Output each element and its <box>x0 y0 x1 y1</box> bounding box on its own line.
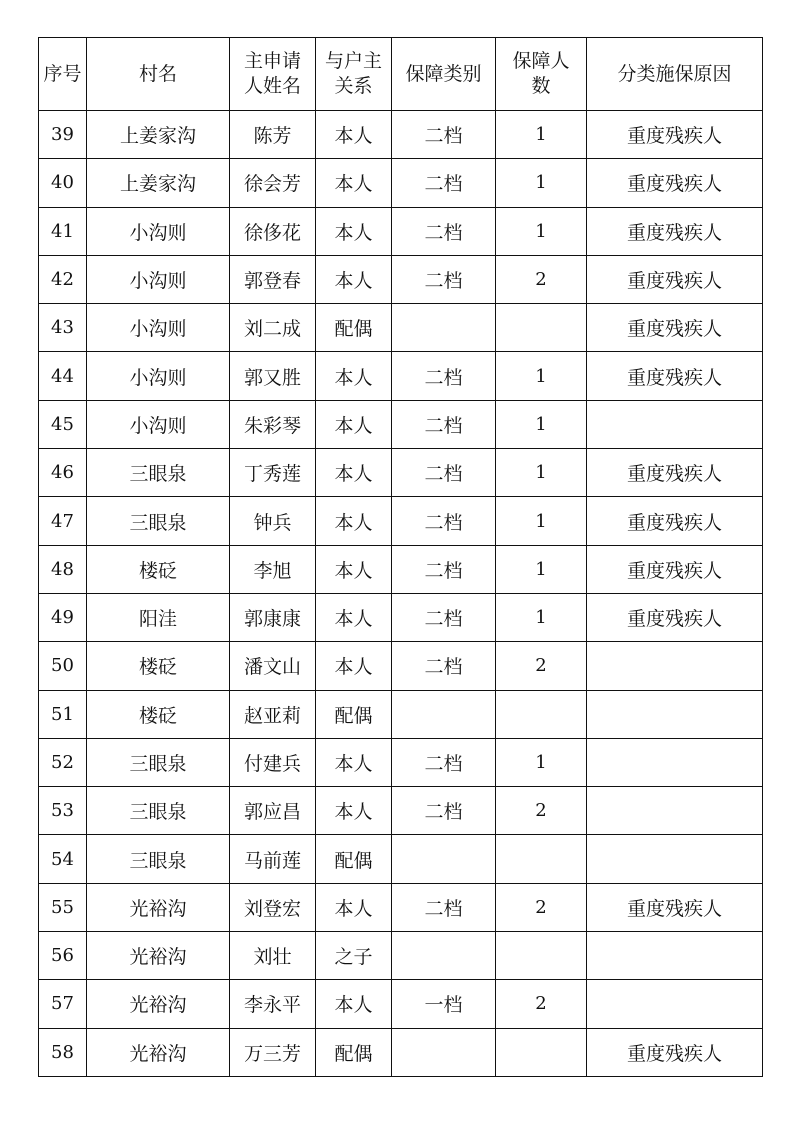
cell-applicant-name: 郭登春 <box>230 255 316 303</box>
cell-type: 二档 <box>392 642 496 690</box>
cell-relation: 本人 <box>316 400 392 448</box>
cell-no: 53 <box>39 787 87 835</box>
cell-reason: 重度残疾人 <box>587 449 763 497</box>
cell-relation: 本人 <box>316 642 392 690</box>
cell-applicant-name: 钟兵 <box>230 497 316 545</box>
table-row <box>39 304 763 352</box>
cell-no: 47 <box>39 497 87 545</box>
cell-relation: 配偶 <box>316 304 392 352</box>
cell-reason <box>587 835 763 883</box>
cell-no: 44 <box>39 352 87 400</box>
cell-no: 56 <box>39 932 87 980</box>
cell-reason <box>587 932 763 980</box>
cell-reason: 重度残疾人 <box>587 593 763 641</box>
cell-reason: 重度残疾人 <box>587 159 763 207</box>
cell-reason: 重度残疾人 <box>587 497 763 545</box>
cell-type: 二档 <box>392 111 496 159</box>
cell-reason: 重度残疾人 <box>587 111 763 159</box>
cell-applicant-name: 陈芳 <box>230 111 316 159</box>
cell-village: 楼砭 <box>87 545 230 593</box>
table-row <box>39 545 763 593</box>
cell-count: 2 <box>496 642 587 690</box>
cell-village: 光裕沟 <box>87 1028 230 1076</box>
cell-applicant-name: 徐侈花 <box>230 207 316 255</box>
cell-no: 50 <box>39 642 87 690</box>
cell-no: 41 <box>39 207 87 255</box>
cell-relation: 本人 <box>316 883 392 931</box>
cell-type: 二档 <box>392 787 496 835</box>
header-applicant <box>230 38 316 111</box>
cell-relation: 本人 <box>316 545 392 593</box>
cell-applicant-name: 赵亚莉 <box>230 690 316 738</box>
header-relation-line-2: 关系 <box>334 75 373 97</box>
cell-type <box>392 304 496 352</box>
cell-count: 1 <box>496 111 587 159</box>
table-row <box>39 1028 763 1076</box>
cell-applicant-name: 付建兵 <box>230 738 316 786</box>
cell-type: 二档 <box>392 159 496 207</box>
cell-applicant-name: 郭又胜 <box>230 352 316 400</box>
cell-applicant-name: 李旭 <box>230 545 316 593</box>
cell-count: 2 <box>496 255 587 303</box>
table-row <box>39 980 763 1028</box>
cell-applicant-name: 刘壮 <box>230 932 316 980</box>
cell-count: 1 <box>496 159 587 207</box>
table-row <box>39 593 763 641</box>
cell-type <box>392 835 496 883</box>
cell-count: 2 <box>496 980 587 1028</box>
cell-type <box>392 690 496 738</box>
cell-village: 上姜家沟 <box>87 159 230 207</box>
cell-no: 49 <box>39 593 87 641</box>
cell-no: 43 <box>39 304 87 352</box>
cell-type: 二档 <box>392 497 496 545</box>
cell-type <box>392 932 496 980</box>
cell-village: 光裕沟 <box>87 883 230 931</box>
cell-count: 2 <box>496 883 587 931</box>
cell-count: 1 <box>496 400 587 448</box>
cell-no: 40 <box>39 159 87 207</box>
cell-village: 三眼泉 <box>87 787 230 835</box>
table-row <box>39 111 763 159</box>
cell-village: 光裕沟 <box>87 980 230 1028</box>
cell-type: 二档 <box>392 255 496 303</box>
cell-no: 42 <box>39 255 87 303</box>
cell-no: 57 <box>39 980 87 1028</box>
cell-relation: 配偶 <box>316 835 392 883</box>
cell-no: 54 <box>39 835 87 883</box>
header-count-line-1: 保障人 <box>512 50 570 72</box>
cell-relation: 本人 <box>316 352 392 400</box>
cell-village: 三眼泉 <box>87 835 230 883</box>
cell-type: 二档 <box>392 449 496 497</box>
header-applicant-line-2: 人姓名 <box>243 75 301 97</box>
cell-count: 1 <box>496 738 587 786</box>
table-row <box>39 352 763 400</box>
cell-type: 二档 <box>392 738 496 786</box>
cell-village: 小沟则 <box>87 207 230 255</box>
cell-applicant-name: 万三芳 <box>230 1028 316 1076</box>
cell-type: 二档 <box>392 207 496 255</box>
cell-reason: 重度残疾人 <box>587 883 763 931</box>
cell-reason: 重度残疾人 <box>587 545 763 593</box>
cell-applicant-name: 丁秀莲 <box>230 449 316 497</box>
table-row <box>39 400 763 448</box>
cell-village: 三眼泉 <box>87 738 230 786</box>
cell-village: 小沟则 <box>87 255 230 303</box>
table-row <box>39 159 763 207</box>
table-body <box>39 111 763 1077</box>
cell-no: 39 <box>39 111 87 159</box>
cell-count: 1 <box>496 545 587 593</box>
cell-count: 1 <box>496 593 587 641</box>
cell-count <box>496 304 587 352</box>
cell-no: 46 <box>39 449 87 497</box>
cell-applicant-name: 马前莲 <box>230 835 316 883</box>
cell-count: 1 <box>496 497 587 545</box>
cell-no: 48 <box>39 545 87 593</box>
cell-relation: 本人 <box>316 449 392 497</box>
cell-applicant-name: 郭康康 <box>230 593 316 641</box>
cell-relation: 本人 <box>316 497 392 545</box>
cell-count <box>496 835 587 883</box>
cell-reason: 重度残疾人 <box>587 352 763 400</box>
cell-no: 45 <box>39 400 87 448</box>
cell-no: 58 <box>39 1028 87 1076</box>
header-applicant-line-1: 主申请 <box>243 50 301 72</box>
cell-relation: 本人 <box>316 159 392 207</box>
cell-count <box>496 690 587 738</box>
cell-applicant-name: 潘文山 <box>230 642 316 690</box>
header-relation <box>316 38 392 111</box>
cell-applicant-name: 郭应昌 <box>230 787 316 835</box>
table-row <box>39 255 763 303</box>
cell-count: 1 <box>496 449 587 497</box>
cell-applicant-name: 刘登宏 <box>230 883 316 931</box>
cell-type: 一档 <box>392 980 496 1028</box>
table-row <box>39 690 763 738</box>
cell-type: 二档 <box>392 883 496 931</box>
table-row <box>39 207 763 255</box>
cell-village: 小沟则 <box>87 352 230 400</box>
cell-count: 1 <box>496 207 587 255</box>
cell-relation: 本人 <box>316 207 392 255</box>
cell-village: 小沟则 <box>87 304 230 352</box>
cell-reason: 重度残疾人 <box>587 255 763 303</box>
cell-relation: 配偶 <box>316 1028 392 1076</box>
cell-no: 55 <box>39 883 87 931</box>
cell-count <box>496 1028 587 1076</box>
header-relation-line-1: 与户主 <box>324 50 382 72</box>
cell-applicant-name: 李永平 <box>230 980 316 1028</box>
cell-village: 三眼泉 <box>87 497 230 545</box>
cell-village: 上姜家沟 <box>87 111 230 159</box>
cell-applicant-name: 朱彩琴 <box>230 400 316 448</box>
cell-reason: 重度残疾人 <box>587 1028 763 1076</box>
cell-village: 光裕沟 <box>87 932 230 980</box>
cell-relation: 本人 <box>316 980 392 1028</box>
cell-type: 二档 <box>392 352 496 400</box>
cell-count: 2 <box>496 787 587 835</box>
cell-applicant-name: 徐会芳 <box>230 159 316 207</box>
header-row <box>39 38 763 111</box>
cell-reason <box>587 787 763 835</box>
table-row <box>39 642 763 690</box>
table-row <box>39 835 763 883</box>
header-count <box>496 38 587 111</box>
beneficiary-table <box>38 37 763 1077</box>
header-no: 序号 <box>39 38 87 111</box>
cell-reason: 重度残疾人 <box>587 304 763 352</box>
header-reason: 分类施保原因 <box>587 38 763 111</box>
header-count-line-2: 数 <box>531 75 551 97</box>
cell-type: 二档 <box>392 593 496 641</box>
cell-type <box>392 1028 496 1076</box>
cell-village: 楼砭 <box>87 690 230 738</box>
cell-type: 二档 <box>392 400 496 448</box>
cell-relation: 本人 <box>316 593 392 641</box>
cell-relation: 本人 <box>316 255 392 303</box>
table-row <box>39 932 763 980</box>
cell-reason: 重度残疾人 <box>587 207 763 255</box>
header-village: 村名 <box>87 38 230 111</box>
cell-reason <box>587 642 763 690</box>
cell-reason <box>587 400 763 448</box>
cell-relation: 配偶 <box>316 690 392 738</box>
cell-reason <box>587 738 763 786</box>
table-row <box>39 787 763 835</box>
cell-type: 二档 <box>392 545 496 593</box>
table-row <box>39 883 763 931</box>
header-type: 保障类别 <box>392 38 496 111</box>
cell-reason <box>587 690 763 738</box>
cell-no: 52 <box>39 738 87 786</box>
cell-relation: 本人 <box>316 111 392 159</box>
cell-count <box>496 932 587 980</box>
cell-relation: 之子 <box>316 932 392 980</box>
cell-village: 楼砭 <box>87 642 230 690</box>
cell-village: 小沟则 <box>87 400 230 448</box>
cell-relation: 本人 <box>316 738 392 786</box>
table-row <box>39 497 763 545</box>
table-row <box>39 738 763 786</box>
cell-no: 51 <box>39 690 87 738</box>
cell-village: 阳洼 <box>87 593 230 641</box>
cell-reason <box>587 980 763 1028</box>
cell-count: 1 <box>496 352 587 400</box>
cell-village: 三眼泉 <box>87 449 230 497</box>
table-row <box>39 449 763 497</box>
cell-applicant-name: 刘二成 <box>230 304 316 352</box>
cell-relation: 本人 <box>316 787 392 835</box>
